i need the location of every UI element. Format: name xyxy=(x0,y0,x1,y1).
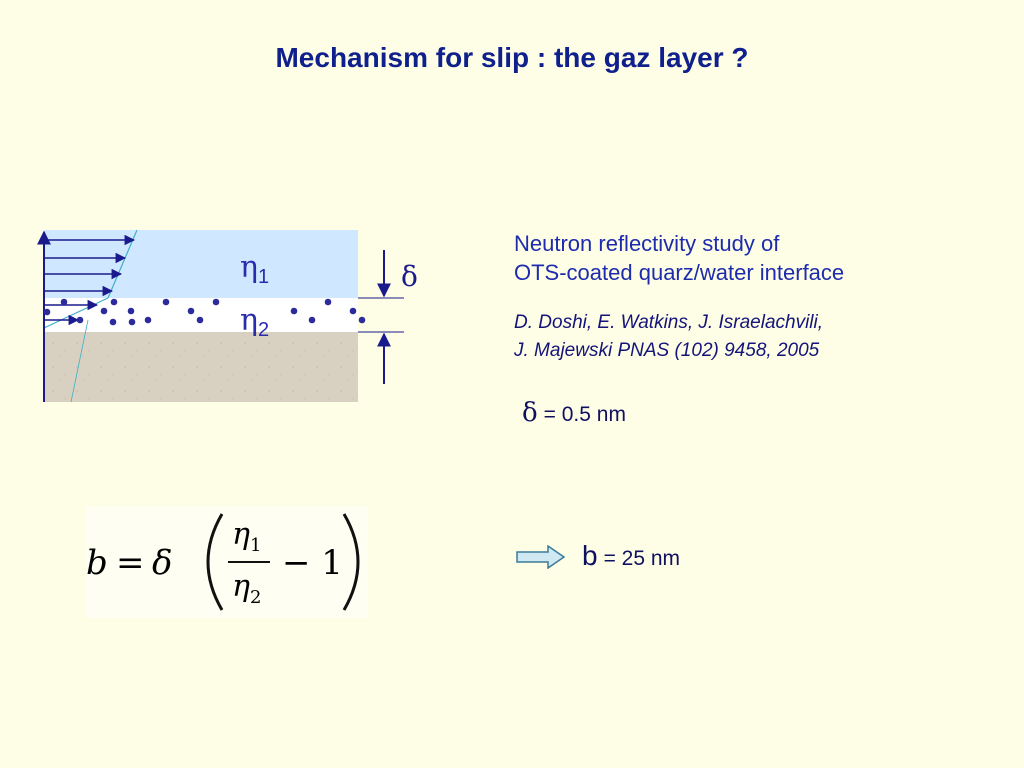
gas-molecule xyxy=(128,308,135,315)
gas-molecule xyxy=(44,309,51,316)
gas-molecule xyxy=(77,317,84,324)
citation xyxy=(514,309,823,365)
study-line-2: OTS-coated quarz/water interface xyxy=(514,260,845,285)
formula-delta: δ xyxy=(152,543,173,583)
gas-molecule xyxy=(61,299,68,306)
slip-length-result xyxy=(582,540,680,572)
citation-journal: J. Majewski PNAS (102) 9458, 2005 xyxy=(514,340,820,361)
eta1-symbol: η xyxy=(240,250,258,285)
gas-molecule xyxy=(213,299,220,306)
delta-label: δ xyxy=(401,260,418,293)
gas-layer xyxy=(44,298,358,332)
eta2-symbol: η xyxy=(240,303,258,338)
gas-molecule xyxy=(291,308,298,315)
study-line-1: Neutron reflectivity study of xyxy=(514,231,780,256)
delta-value-text: = 0.5 nm xyxy=(543,403,626,426)
gas-molecule xyxy=(188,308,195,315)
gas-molecule xyxy=(197,317,204,324)
slide-title: Mechanism for slip : the gaz layer ? xyxy=(275,42,749,73)
delta-symbol: δ xyxy=(522,398,538,428)
gas-molecule xyxy=(350,308,357,315)
formula-lhs: b xyxy=(86,543,108,583)
left-parenthesis xyxy=(208,514,222,610)
gas-molecule xyxy=(110,319,117,326)
formula-numerator: $\eta_1$ xyxy=(232,517,262,556)
gas-molecule xyxy=(101,308,108,315)
formula-minus-one: − 1 xyxy=(282,543,343,583)
slip-length-formula xyxy=(86,506,368,618)
formula-equals: = xyxy=(116,543,145,583)
study-description xyxy=(514,229,844,287)
citation-authors: D. Doshi, E. Watkins, J. Israelachvili, xyxy=(514,312,824,333)
eta1-subscript: 1 xyxy=(257,266,270,288)
result-symbol: b xyxy=(582,540,598,571)
right-parenthesis xyxy=(344,514,358,610)
gas-molecule xyxy=(163,299,170,306)
result-arrow-icon xyxy=(516,545,566,569)
eta2-subscript: 2 xyxy=(257,319,270,341)
gas-molecule xyxy=(325,299,332,306)
formula-denominator: $\eta_2$ xyxy=(232,569,262,608)
gas-molecule xyxy=(359,317,366,324)
gas-molecule xyxy=(129,319,136,326)
formula-box xyxy=(86,506,368,618)
solid-substrate xyxy=(44,332,358,402)
gas-molecule xyxy=(309,317,316,324)
delta-value xyxy=(522,398,626,428)
result-value-text: = 25 nm xyxy=(603,547,681,570)
gas-molecule xyxy=(111,299,118,306)
gas-molecule xyxy=(145,317,152,324)
